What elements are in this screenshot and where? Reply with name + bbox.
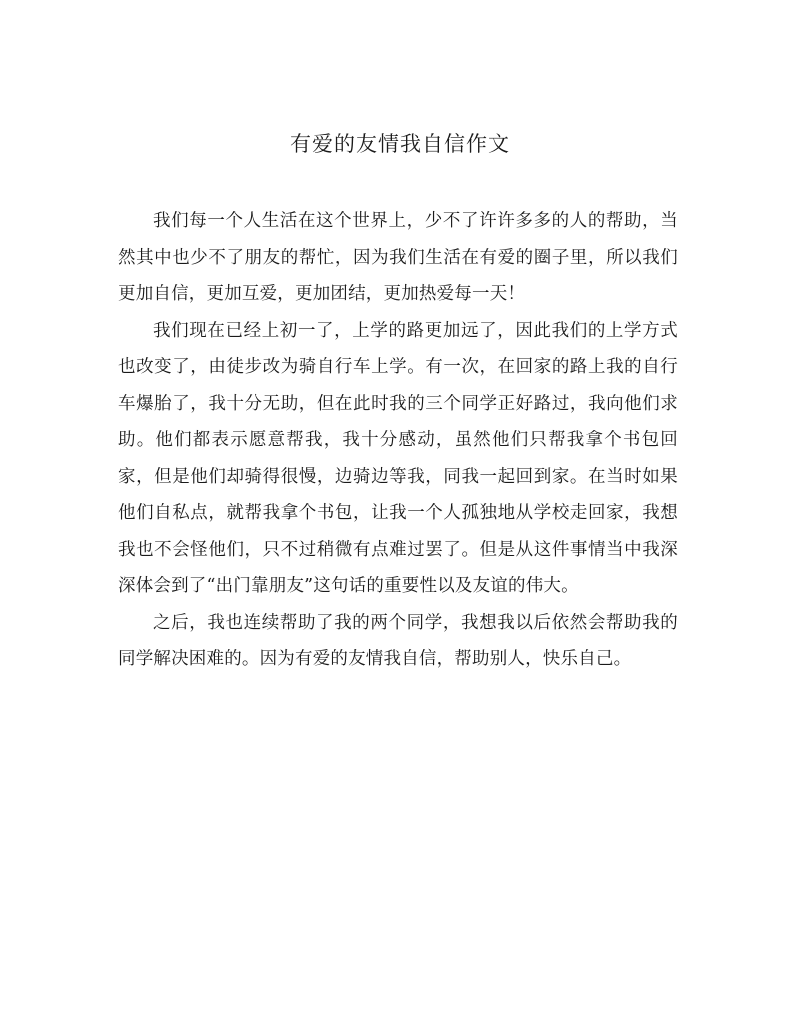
- paragraph-3: 之后，我也连续帮助了我的两个同学，我想我以后依然会帮助我的同学解决困难的。因为有爱的友情我自信，帮助别人，快乐自己。: [118, 612, 678, 669]
- paragraph-2: 我们现在已经上初一了，上学的路更加远了，因此我们的上学方式也改变了，由徒步改为骑自行车上学。有一次，在回家的路上我的自行车爆胎了，我十分无助，但在此时我的三个同学正好路过，我向他们求助。他们都表示愿意帮我，我十分感动，虽然他们只帮我拿个书包回家，但是他们却骑得很慢，边骑边等我，同我一起回到家。在当时如果他们自私点，就帮我拿个书包，让我一个人孤独地从学校走回家，我想我也不会怪他们，只不过稍微有点难过罢了。但是从这件事情当中我深深体会到了“出门靠朋友”这句话的重要性以及友谊的伟大。: [118, 320, 678, 596]
- document-body: [118, 203, 678, 678]
- paragraph-1: 我们每一个人生活在这个世界上，少不了许许多多的人的帮助，当然其中也少不了朋友的帮忙，因为我们生活在有爱的圈子里，所以我们更加自信，更加互爱，更加团结，更加热爱每一天！: [118, 211, 678, 304]
- document-title: 有爱的友情我自信作文: [290, 132, 510, 156]
